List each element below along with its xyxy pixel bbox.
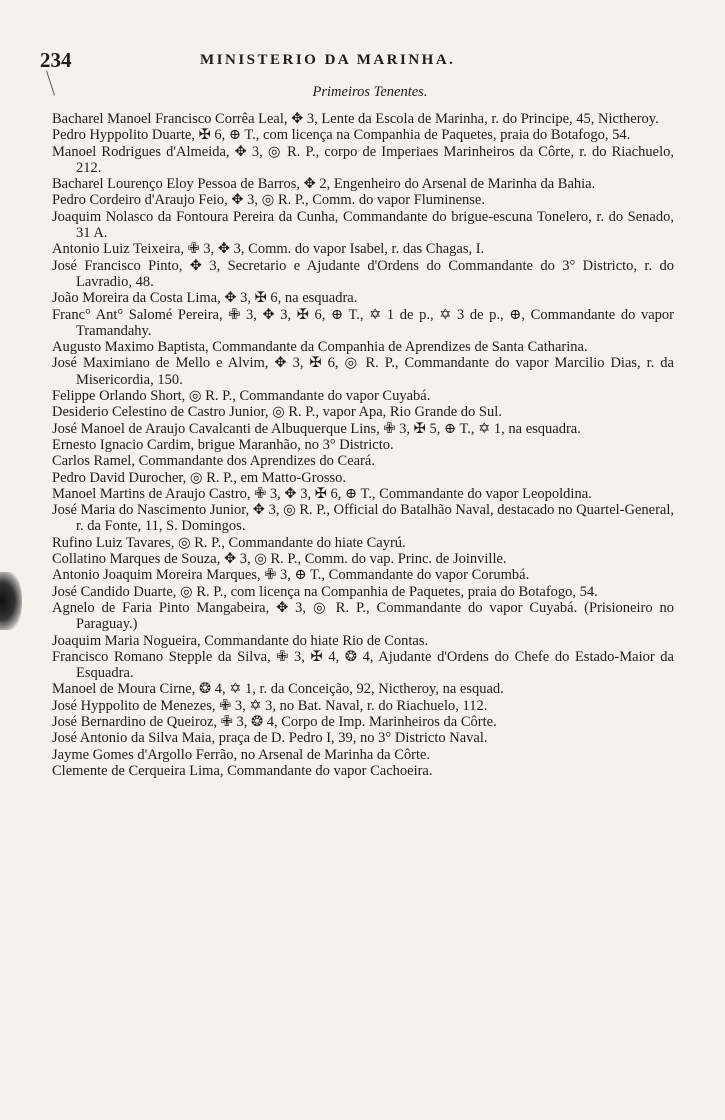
list-item: Joaquim Nolasco da Fontoura Pereira da Cunha, Commandante do brigue-escuna Tonelero, r. do Senado, 31 A. (52, 208, 674, 242)
list-item: Jayme Gomes d'Argollo Ferrão, no Arsenal de Marinha da Côrte. (52, 746, 431, 763)
list-item: Antonio Luiz Teixeira, ✙ 3, ✥ 3, Comm. do vapor Isabel, r. das Chagas, I. (52, 241, 485, 258)
list-item: José Bernardino de Queiroz, ✙ 3, ❂ 4, Corpo de Imp. Marinheiros da Côrte. (52, 713, 497, 730)
list-item: Agnelo de Faria Pinto Mangabeira, ✥ 3, ◎ R. P., Commandante do vapor Cuyabá. (Prisioneiro no Paraguay.) (52, 599, 674, 633)
list-item: Bacharel Manoel Francisco Corrêa Leal, ✥ 3, Lente da Escola de Marinha, r. do Principe, 45, Nictheroy. (52, 111, 659, 127)
list-item: Ernesto Ignacio Cardim, brigue Maranhão, no 3° Districto. (52, 436, 394, 453)
list-item: Joaquim Maria Nogueira, Commandante do hiate Rio de Contas. (52, 632, 429, 649)
list-item: José Maximiano de Mello e Alvim, ✥ 3, ✠ 6, ◎ R. P., Commandante do vapor Marcilio Dias, r. da Misericordia, 150. (52, 355, 674, 388)
running-title: MINISTERIO DA MARINHA. (200, 52, 456, 68)
page-header (40, 48, 685, 76)
list-item: José Hyppolito de Menezes, ✙ 3, ✡ 3, no Bat. Naval, r. do Riachuelo, 112. (52, 697, 488, 714)
list-item: Manoel Rodrigues d'Almeida, ✥ 3, ◎ R. P., corpo de Imperiaes Marinheiros da Côrte, r. do Riachuelo, 212. (52, 143, 674, 176)
section-title: Primeiros Tenentes. (312, 84, 428, 100)
list-item: Rufino Luiz Tavares, ◎ R. P., Commandante do hiate Cayrú. (52, 534, 406, 551)
list-item: Franc° Ant° Salomé Pereira, ✙ 3, ✥ 3, ✠ 6, ⊕ T., ✡ 1 de p., ✡ 3 de p., ⊕, Commandante do vapor Tramandahy. (52, 306, 674, 339)
list-item: Manoel Martins de Araujo Castro, ✙ 3, ✥ 3, ✠ 6, ⊕ T., Commandante do vapor Leopoldina. (52, 485, 592, 502)
list-item: Antonio Joaquim Moreira Marques, ✙ 3, ⊕ T., Commandante do vapor Corumbá. (52, 567, 530, 584)
list-item: José Maria do Nascimento Junior, ✥ 3, ◎ R. P., Official do Batalhão Naval, destacado no Quartel-General, r. da Fonte, 11, S. Domingos. (52, 502, 674, 535)
list-item: José Candido Duarte, ◎ R. P., com licença na Companhia de Paquetes, praia do Botafogo, 54. (52, 583, 598, 600)
list-item: Bacharel Lourenço Eloy Pessoa de Barros, ✥ 2, Engenheiro do Arsenal de Marinha da Bahia. (52, 176, 596, 193)
list-item: Desiderio Celestino de Castro Junior, ◎ R. P., vapor Apa, Rio Grande do Sul. (52, 404, 502, 421)
list-item: Manoel de Moura Cirne, ❂ 4, ✡ 1, r. da Conceição, 92, Nictheroy, na esquad. (52, 681, 504, 698)
list-item: Pedro Hyppolito Duarte, ✠ 6, ⊕ T., com licença na Companhia de Paquetes, praia do Botafogo, 54. (52, 127, 631, 144)
list-item: Augusto Maximo Baptista, Commandante da Companhia de Aprendizes de Santa Catharina. (52, 339, 588, 356)
list-item: José Manoel de Araujo Cavalcanti de Albuquerque Lins, ✙ 3, ✠ 5, ⊕ T., ✡ 1, na esquadra. (52, 420, 581, 437)
list-item: Carlos Ramel, Commandante dos Aprendizes do Ceará. (52, 453, 375, 470)
officer-list (52, 111, 674, 779)
list-item: José Francisco Pinto, ✥ 3, Secretario e Ajudante d'Ordens do Commandante do 3° Districto, r. do Lavradio, 48. (52, 257, 674, 290)
list-item: Francisco Romano Stepple da Silva, ✙ 3, ✠ 4, ❂ 4, Ajudante d'Ordens do Chefe do Estado-Maior da Esquadra. (52, 648, 674, 682)
ink-blot (0, 572, 22, 630)
list-item: Pedro David Durocher, ◎ R. P., em Matto-Grosso. (52, 469, 346, 486)
list-item: João Moreira da Costa Lima, ✥ 3, ✠ 6, na esquadra. (52, 290, 358, 307)
list-item: Pedro Cordeiro d'Araujo Feio, ✥ 3, ◎ R. P., Comm. do vapor Fluminense. (52, 192, 485, 209)
list-item: José Antonio da Silva Maia, praça de D. Pedro I, 39, no 3° Districto Naval. (52, 730, 488, 747)
list-item: Felippe Orlando Short, ◎ R. P., Commandante do vapor Cuyabá. (52, 388, 431, 405)
page-number: 234 (40, 48, 72, 72)
list-item: Collatino Marques de Souza, ✥ 3, ◎ R. P., Comm. do vap. Princ. de Joinville. (52, 551, 507, 568)
list-item: Clemente de Cerqueira Lima, Commandante do vapor Cachoeira. (52, 762, 433, 779)
